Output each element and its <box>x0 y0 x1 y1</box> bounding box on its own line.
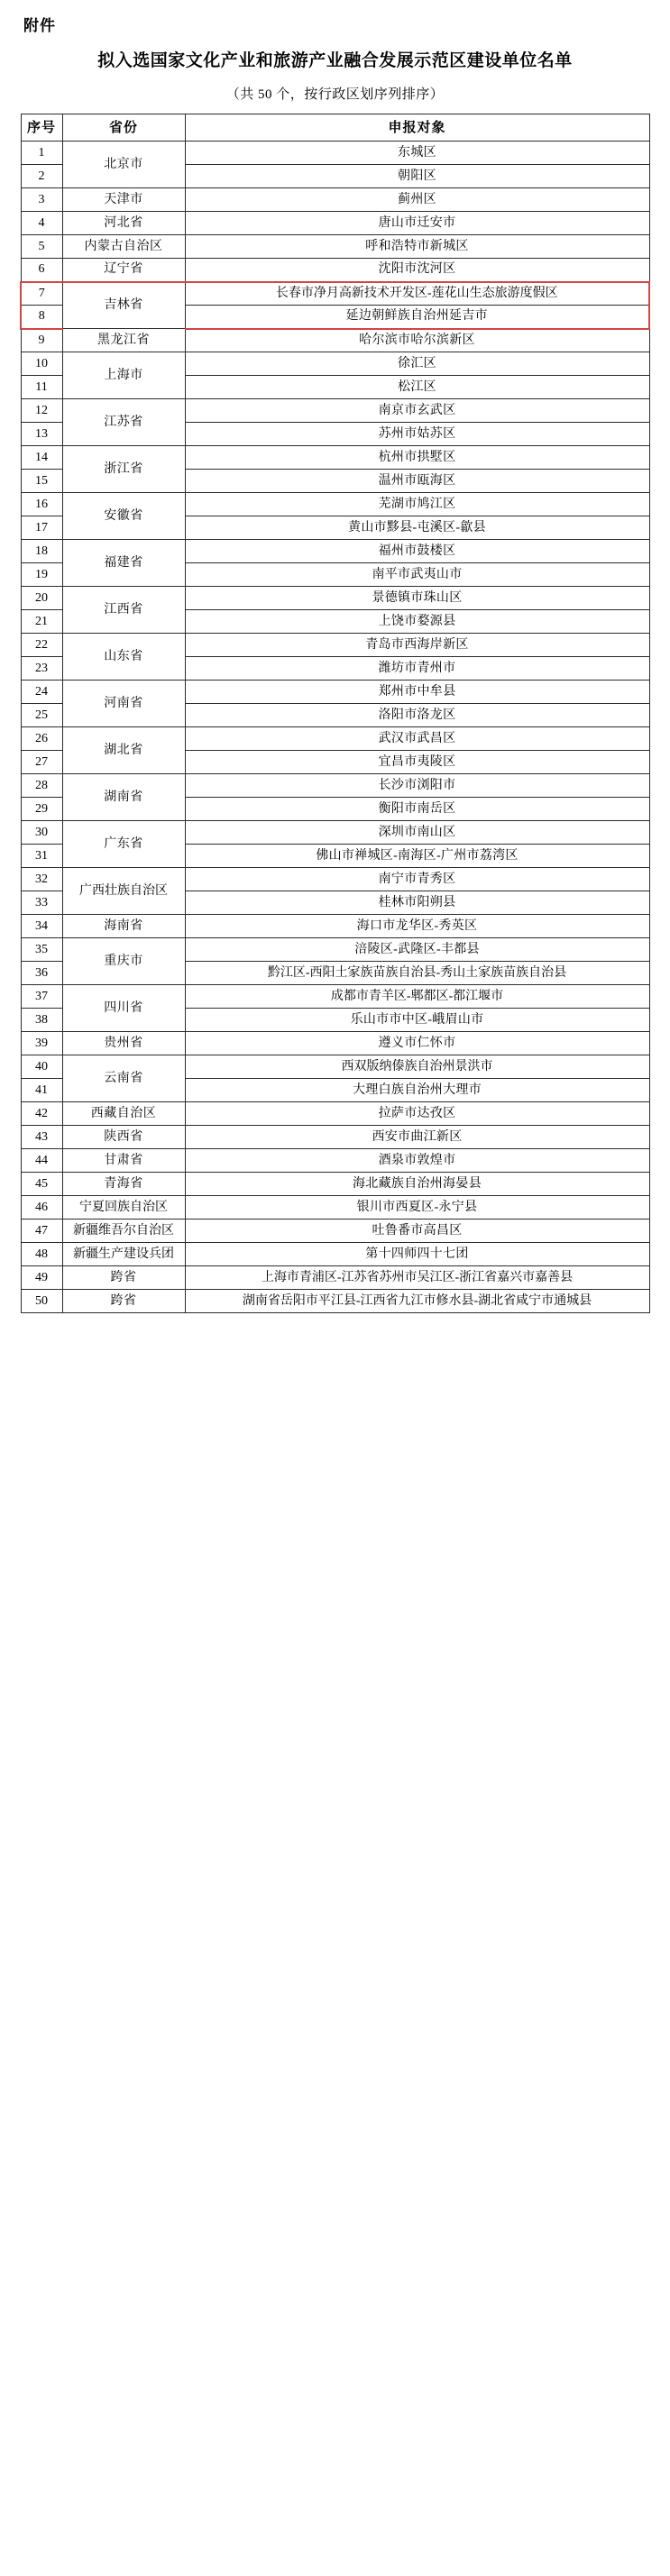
table-row <box>21 235 649 259</box>
row-number: 9 <box>21 329 62 352</box>
declared-object-cell: 温州市瓯海区 <box>185 470 649 493</box>
province-cell: 江苏省 <box>62 399 185 446</box>
table-row <box>21 727 649 751</box>
row-number: 18 <box>21 540 62 563</box>
declared-object-cell: 苏州市姑苏区 <box>185 423 649 446</box>
table-row <box>21 1055 649 1079</box>
table-row <box>21 1173 649 1196</box>
row-number: 6 <box>21 259 62 282</box>
declared-object-cell: 黄山市黟县-屯溪区-歙县 <box>185 516 649 540</box>
table-row <box>21 352 649 376</box>
declared-object-cell: 湖南省岳阳市平江县-江西省九江市修水县-湖北省咸宁市通城县 <box>185 1290 649 1313</box>
row-number: 39 <box>21 1032 62 1055</box>
attachment-label: 附件 <box>23 17 56 34</box>
row-number: 29 <box>21 798 62 821</box>
row-number: 23 <box>21 657 62 681</box>
declared-object-cell: 南平市武夷山市 <box>185 563 649 587</box>
row-number: 37 <box>21 985 62 1009</box>
declared-object-cell: 黔江区-西阳土家族苗族自治县-秀山土家族苗族自治县 <box>185 962 649 985</box>
province-cell: 内蒙古自治区 <box>62 235 185 259</box>
declared-object-cell: 东城区 <box>185 142 649 165</box>
province-cell: 西藏自治区 <box>62 1102 185 1126</box>
row-number: 13 <box>21 423 62 446</box>
declared-object-cell: 唐山市迁安市 <box>185 212 649 235</box>
table-row <box>21 634 649 657</box>
page-subtitle: （共 50 个，按行政区划序列排序） <box>225 87 445 102</box>
row-number: 43 <box>21 1126 62 1149</box>
table-header-row <box>21 114 649 142</box>
province-cell: 重庆市 <box>62 938 185 985</box>
declared-object-cell: 衡阳市南岳区 <box>185 798 649 821</box>
table-row <box>21 1102 649 1126</box>
row-number: 46 <box>21 1196 62 1219</box>
declared-object-cell: 乐山市市中区-峨眉山市 <box>185 1009 649 1032</box>
table-row <box>21 212 649 235</box>
row-number: 41 <box>21 1079 62 1102</box>
row-number: 16 <box>21 493 62 516</box>
column-header-province: 省份 <box>62 114 185 142</box>
row-number: 19 <box>21 563 62 587</box>
declared-object-cell: 潍坊市青州市 <box>185 657 649 681</box>
province-cell: 甘肃省 <box>62 1149 185 1173</box>
row-number: 30 <box>21 821 62 845</box>
declared-object-cell: 杭州市拱墅区 <box>185 446 649 470</box>
row-number: 24 <box>21 681 62 704</box>
row-number: 2 <box>21 165 62 188</box>
table-row <box>21 142 649 165</box>
province-cell: 陕西省 <box>62 1126 185 1149</box>
declared-object-cell: 第十四师四十七团 <box>185 1243 649 1266</box>
row-number: 44 <box>21 1149 62 1173</box>
table-row <box>21 774 649 798</box>
page-title: 拟入选国家文化产业和旅游产业融合发展示范区建设单位名单 <box>97 51 573 70</box>
declared-object-cell: 吐鲁番市高昌区 <box>185 1219 649 1243</box>
row-number: 17 <box>21 516 62 540</box>
row-number: 10 <box>21 352 62 376</box>
row-number: 31 <box>21 845 62 868</box>
declared-object-cell: 遵义市仁怀市 <box>185 1032 649 1055</box>
table-row <box>21 493 649 516</box>
declared-object-cell: 青岛市西海岸新区 <box>185 634 649 657</box>
declared-object-cell: 佛山市禅城区-南海区-广州市荔湾区 <box>185 845 649 868</box>
row-number: 49 <box>21 1266 62 1290</box>
declared-object-cell: 郑州市中牟县 <box>185 681 649 704</box>
table-row <box>21 681 649 704</box>
row-number: 42 <box>21 1102 62 1126</box>
declared-object-cell: 桂林市阳朔县 <box>185 891 649 915</box>
declared-object-cell: 拉萨市达孜区 <box>185 1102 649 1126</box>
table-row <box>21 259 649 282</box>
row-number: 4 <box>21 212 62 235</box>
row-number: 12 <box>21 399 62 423</box>
table-row <box>21 985 649 1009</box>
row-number: 27 <box>21 751 62 774</box>
table-row <box>21 1266 649 1290</box>
table-row <box>21 938 649 962</box>
declared-object-cell: 上海市青浦区-江苏省苏州市吴江区-浙江省嘉兴市嘉善县 <box>185 1266 649 1290</box>
row-number: 38 <box>21 1009 62 1032</box>
declared-object-cell: 蓟州区 <box>185 188 649 212</box>
table-row <box>21 329 649 352</box>
declared-object-cell: 呼和浩特市新城区 <box>185 235 649 259</box>
province-cell: 上海市 <box>62 352 185 399</box>
declared-object-cell: 银川市西夏区-永宁县 <box>185 1196 649 1219</box>
table-body <box>21 142 649 1313</box>
row-number: 20 <box>21 587 62 610</box>
row-number: 25 <box>21 704 62 727</box>
province-cell: 广东省 <box>62 821 185 868</box>
province-cell: 新疆维吾尔自治区 <box>62 1219 185 1243</box>
row-number: 8 <box>21 306 62 329</box>
row-number: 48 <box>21 1243 62 1266</box>
row-number: 34 <box>21 915 62 938</box>
candidate-list-table <box>20 114 650 1313</box>
row-number: 15 <box>21 470 62 493</box>
declared-object-cell: 长沙市浏阳市 <box>185 774 649 798</box>
row-number: 5 <box>21 235 62 259</box>
province-cell: 福建省 <box>62 540 185 587</box>
province-cell: 辽宁省 <box>62 259 185 282</box>
province-cell: 广西壮族自治区 <box>62 868 185 915</box>
province-cell: 湖北省 <box>62 727 185 774</box>
declared-object-cell: 沈阳市沈河区 <box>185 259 649 282</box>
table-row <box>21 1032 649 1055</box>
province-cell: 河南省 <box>62 681 185 727</box>
row-number: 40 <box>21 1055 62 1079</box>
table-row <box>21 540 649 563</box>
province-cell: 新疆生产建设兵团 <box>62 1243 185 1266</box>
table-row <box>21 282 649 306</box>
table-row <box>21 446 649 470</box>
row-number: 26 <box>21 727 62 751</box>
row-number: 28 <box>21 774 62 798</box>
column-header-no: 序号 <box>21 114 62 142</box>
province-cell: 贵州省 <box>62 1032 185 1055</box>
declared-object-cell: 海北藏族自治州海晏县 <box>185 1173 649 1196</box>
declared-object-cell: 涪陵区-武隆区-丰都县 <box>185 938 649 962</box>
province-cell: 跨省 <box>62 1266 185 1290</box>
table-row <box>21 821 649 845</box>
declared-object-cell: 成都市青羊区-郫都区-都江堰市 <box>185 985 649 1009</box>
province-cell: 宁夏回族自治区 <box>62 1196 185 1219</box>
province-cell: 吉林省 <box>62 282 185 329</box>
row-number: 1 <box>21 142 62 165</box>
declared-object-cell: 哈尔滨市哈尔滨新区 <box>185 329 649 352</box>
row-number: 50 <box>21 1290 62 1313</box>
declared-object-cell: 酒泉市敦煌市 <box>185 1149 649 1173</box>
declared-object-cell: 长春市净月高新技术开发区-莲花山生态旅游度假区 <box>185 282 649 306</box>
table-row <box>21 1126 649 1149</box>
province-cell: 青海省 <box>62 1173 185 1196</box>
declared-object-cell: 芜湖市鸠江区 <box>185 493 649 516</box>
row-number: 14 <box>21 446 62 470</box>
row-number: 7 <box>21 282 62 306</box>
table-row <box>21 915 649 938</box>
declared-object-cell: 福州市鼓楼区 <box>185 540 649 563</box>
declared-object-cell: 大理白族自治州大理市 <box>185 1079 649 1102</box>
table-row <box>21 1149 649 1173</box>
province-cell: 四川省 <box>62 985 185 1032</box>
declared-object-cell: 宜昌市夷陵区 <box>185 751 649 774</box>
declared-object-cell: 景德镇市珠山区 <box>185 587 649 610</box>
row-number: 36 <box>21 962 62 985</box>
province-cell: 江西省 <box>62 587 185 634</box>
table-row <box>21 868 649 891</box>
province-cell: 安徽省 <box>62 493 185 540</box>
row-number: 3 <box>21 188 62 212</box>
declared-object-cell: 上饶市婺源县 <box>185 610 649 634</box>
row-number: 22 <box>21 634 62 657</box>
declared-object-cell: 西安市曲江新区 <box>185 1126 649 1149</box>
province-cell: 山东省 <box>62 634 185 681</box>
row-number: 11 <box>21 376 62 399</box>
declared-object-cell: 延边朝鲜族自治州延吉市 <box>185 306 649 329</box>
province-cell: 云南省 <box>62 1055 185 1102</box>
declared-object-cell: 洛阳市洛龙区 <box>185 704 649 727</box>
declared-object-cell: 松江区 <box>185 376 649 399</box>
province-cell: 海南省 <box>62 915 185 938</box>
row-number: 35 <box>21 938 62 962</box>
row-number: 45 <box>21 1173 62 1196</box>
table-row <box>21 1196 649 1219</box>
table-row <box>21 399 649 423</box>
declared-object-cell: 徐汇区 <box>185 352 649 376</box>
row-number: 47 <box>21 1219 62 1243</box>
table-row <box>21 1290 649 1313</box>
declared-object-cell: 西双版纳傣族自治州景洪市 <box>185 1055 649 1079</box>
declared-object-cell: 南京市玄武区 <box>185 399 649 423</box>
province-cell: 天津市 <box>62 188 185 212</box>
table-row <box>21 1219 649 1243</box>
row-number: 33 <box>21 891 62 915</box>
province-cell: 跨省 <box>62 1290 185 1313</box>
table-row <box>21 1243 649 1266</box>
declared-object-cell: 南宁市青秀区 <box>185 868 649 891</box>
declared-object-cell: 武汉市武昌区 <box>185 727 649 751</box>
row-number: 32 <box>21 868 62 891</box>
table-row <box>21 188 649 212</box>
table-row <box>21 587 649 610</box>
province-cell: 浙江省 <box>62 446 185 493</box>
row-number: 21 <box>21 610 62 634</box>
province-cell: 北京市 <box>62 142 185 188</box>
declared-object-cell: 海口市龙华区-秀英区 <box>185 915 649 938</box>
province-cell: 河北省 <box>62 212 185 235</box>
province-cell: 湖南省 <box>62 774 185 821</box>
declared-object-cell: 深圳市南山区 <box>185 821 649 845</box>
column-header-object: 申报对象 <box>185 114 649 142</box>
province-cell: 黑龙江省 <box>62 329 185 352</box>
declared-object-cell: 朝阳区 <box>185 165 649 188</box>
